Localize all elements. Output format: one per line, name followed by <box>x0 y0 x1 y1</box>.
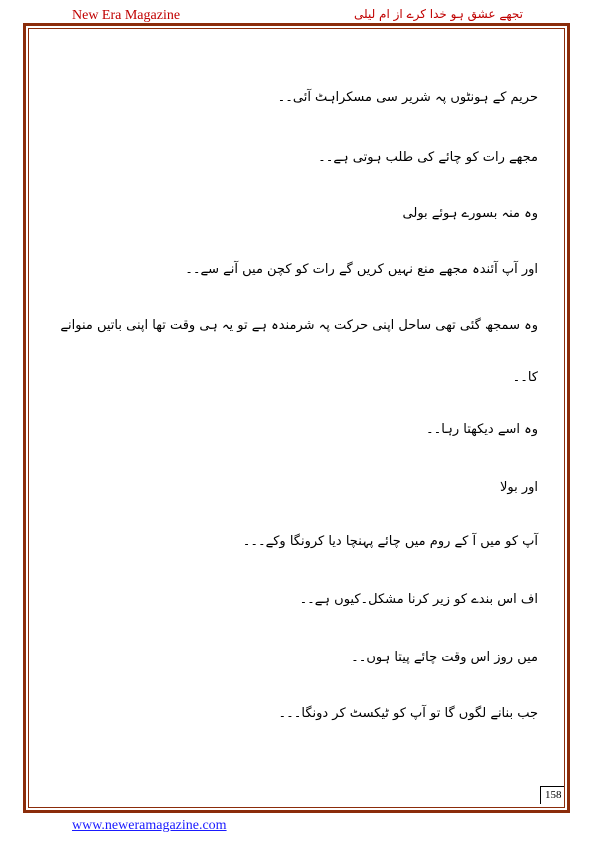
novel-title: تجھے عشق ہو خدا کرے از ام لیلی <box>353 7 523 21</box>
page-border-inner <box>28 28 565 808</box>
website-link[interactable]: www.neweramagazine.com <box>72 818 227 833</box>
page-number: 158 <box>545 789 562 801</box>
magazine-name: New Era Magazine <box>72 8 181 23</box>
paragraph-1: حریم کے ہونٹوں پہ شریر سی مسکراہٹ آئی۔۔ <box>277 90 538 105</box>
paragraph-9: اف اس بندے کو زیر کرنا مشکل۔کیوں ہے۔۔ <box>299 592 538 607</box>
paragraph-5: وہ سمجھ گئی تھی ساحل اپنی حرکت پہ شرمندہ ہے تو یہ ہی وقت تھا اپنی باتیں منوانے کا۔۔ <box>60 318 538 385</box>
paragraph-10: میں روز اس وقت چائے پیتا ہوں۔۔ <box>351 650 538 665</box>
paragraph-3: وہ منہ بسورے ہوئے بولی <box>402 206 538 221</box>
paragraph-4: اور آپ آئندہ مجھے منع نہیں کریں گے رات کو کچن میں آنے سے۔۔ <box>185 262 538 277</box>
paragraph-7: اور بولا <box>499 480 538 495</box>
paragraph-11: جب بنانے لگوں گا تو آپ کو ٹیکسٹ کر دونگا۔۔۔ <box>278 706 538 721</box>
paragraph-8: آپ کو میں آ کے روم میں چائے پہنچا دیا کرونگا وکے۔۔۔ <box>242 534 538 549</box>
paragraph-2: مجھے رات کو چائے کی طلب ہوتی ہے۔۔ <box>318 150 538 165</box>
paragraph-6: وہ اسے دیکھتا رہا۔۔ <box>426 422 538 437</box>
